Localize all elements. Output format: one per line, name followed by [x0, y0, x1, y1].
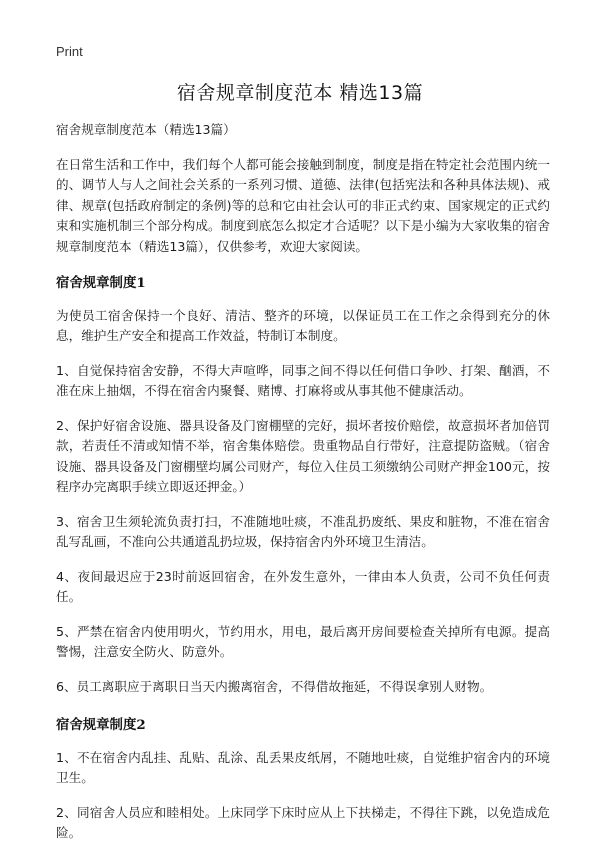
print-link[interactable]: Print: [56, 44, 83, 59]
section-paragraph: 4、夜间最迟应于23时前返回宿舍，在外发生意外，一律由本人负责，公司不负任何责任。: [56, 568, 550, 604]
section-paragraph: 5、严禁在宿舍内使用明火，节约用水，用电，最后离开房间要检查关掉所有电源。提高警惕，注意安全防火、防意外。: [56, 623, 550, 659]
section-heading: 宿舍规章制度2: [56, 717, 146, 733]
section-paragraph: 1、自觉保持宿舍安静，不得大声喧哗，同事之间不得以任何借口争吵、打架、酗酒，不准在床上抽烟，不得在宿舍内聚餐、赌博、打麻将或从事其他不健康活动。: [56, 362, 550, 398]
section-paragraph: 2、保护好宿舍设施、器具设备及门窗棚壁的完好，损坏者按价赔偿，故意损坏者加倍罚款，若责任不清或知情不举，宿舍集体赔偿。贵重物品自行带好，注意提防盗贼。（宿舍设施、器具设备及门窗棚壁均属公司财产，每位入住员工须缴纳公司财产押金100元，按程序办完离职手续立即返还押金。）: [56, 417, 550, 494]
section-paragraph: 6、员工离职应于离职日当天内搬离宿舍，不得借故拖延，不得误拿别人财物。: [56, 678, 493, 694]
document-body: [56, 120, 550, 858]
document-subtitle: 宿舍规章制度范本（精选13篇）: [56, 122, 236, 137]
section-paragraph: 2、同宿舍人员应和睦相处。上床同学下床时应从上下扶梯走，不得往下跳，以免造成危险。: [56, 804, 550, 840]
intro-paragraph: 在日常生活和工作中，我们每个人都可能会接触到制度，制度是指在特定社会范围内统一的、调节人与人之间社会关系的一系列习惯、道德、法律(包括宪法和各种具体法规)、戒律、规章(包括政府制定的条例)等的总和它由社会认可的非正式约束、国家规定的正式约束和实施机制三个部分构成。制度到底怎么拟定才合适呢？以下是小编为大家收集的宿舍规章制度范本（精选13篇），仅供参考，欢迎大家阅读。: [56, 156, 550, 254]
section-heading: 宿舍规章制度1: [56, 275, 146, 291]
section-paragraph: 为使员工宿舍保持一个良好、清洁、整齐的环境，以保证员工在工作之余得到充分的休息，维护生产安全和提高工作效益，特制订本制度。: [56, 307, 550, 343]
section-paragraph: 3、宿舍卫生须轮流负责打扫，不准随地吐痰，不准乱扔废纸、果皮和脏物，不准在宿舍乱写乱画，不准向公共通道乱扔垃圾，保持宿舍内外环境卫生清洁。: [56, 513, 550, 549]
document-title: 宿舍规章制度范本 精选13篇: [176, 82, 424, 104]
section-paragraph: 1、不在宿舍内乱挂、乱贴、乱涂、乱丢果皮纸屑，不随地吐痰，自觉维护宿舍内的环境卫生。: [56, 749, 550, 785]
